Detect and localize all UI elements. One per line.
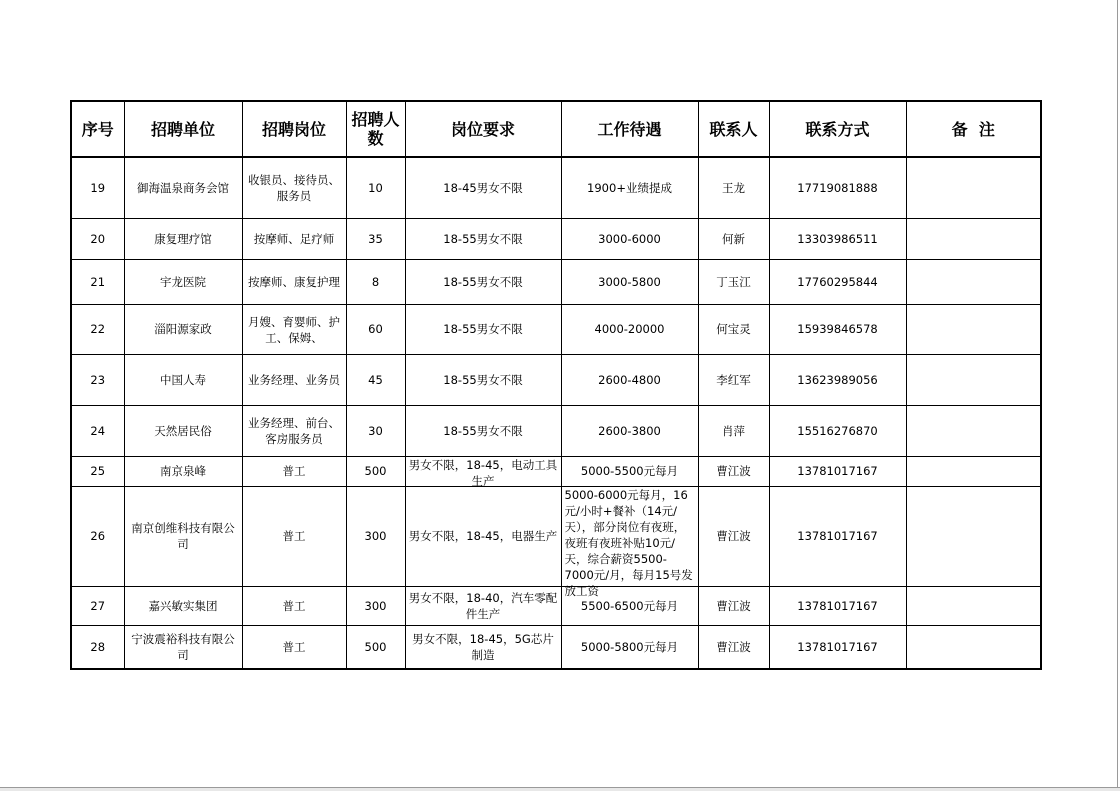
cell-phone: 13781017167 [769, 456, 906, 486]
cell-phone: 13303986511 [769, 218, 906, 259]
cell-position-text: 业务经理、前台、客房服务员 [248, 415, 340, 446]
cell-contact: 何宝灵 [698, 304, 769, 354]
cell-note [906, 486, 1041, 586]
cell-contact: 曹江波 [698, 486, 769, 586]
cell-unit: 中国人寿 [124, 354, 242, 405]
cell-position: 按摩师、足疗师 [242, 218, 346, 259]
header-count: 招聘人数 [346, 101, 405, 157]
cell-seq: 23 [71, 354, 124, 405]
recruitment-table [70, 100, 1042, 670]
cell-phone: 15516276870 [769, 405, 906, 456]
cell-position-text: 按摩师、康复护理 [248, 274, 340, 289]
cell-note [906, 586, 1041, 625]
cell-note [906, 304, 1041, 354]
cell-pay: 3000-5800 [561, 259, 698, 304]
cell-seq: 20 [71, 218, 124, 259]
cell-note [906, 354, 1041, 405]
cell-unit: 宁波震裕科技有限公司 [124, 625, 242, 669]
cell-seq: 28 [71, 625, 124, 669]
cell-contact: 王龙 [698, 157, 769, 218]
cell-note [906, 157, 1041, 218]
cell-requirement: 18-55男女不限 [405, 218, 561, 259]
cell-position-text: 月嫂、育婴师、护工、保姆、 [248, 315, 340, 345]
table-row [71, 405, 1041, 456]
cell-unit: 御海温泉商务会馆 [124, 157, 242, 218]
cell-requirement: 18-55男女不限 [405, 304, 561, 354]
table-row [71, 486, 1041, 586]
cell-contact: 曹江波 [698, 586, 769, 625]
cell-phone: 17719081888 [769, 157, 906, 218]
cell-contact: 肖萍 [698, 405, 769, 456]
cell-contact: 何新 [698, 218, 769, 259]
cell-position: 普工 [242, 456, 346, 486]
cell-seq: 26 [71, 486, 124, 586]
cell-phone: 13781017167 [769, 486, 906, 586]
cell-note [906, 456, 1041, 486]
cell-requirement: 18-45男女不限 [405, 157, 561, 218]
cell-phone: 15939846578 [769, 304, 906, 354]
table-row [71, 625, 1041, 669]
cell-count: 60 [346, 304, 405, 354]
cell-position: 普工 [242, 586, 346, 625]
cell-position-text: 业务经理、业务员 [248, 372, 340, 387]
table-row [71, 354, 1041, 405]
table-row [71, 157, 1041, 218]
cell-unit: 淄阳源家政 [124, 304, 242, 354]
cell-requirement: 男女不限，18-40，汽车零配件生产 [405, 586, 561, 625]
cell-contact: 曹江波 [698, 625, 769, 669]
table-row [71, 218, 1041, 259]
cell-seq: 21 [71, 259, 124, 304]
cell-position [242, 259, 346, 304]
cell-requirement: 男女不限，18-45，电器生产 [405, 486, 561, 586]
table-row [71, 586, 1041, 625]
cell-pay: 4000-20000 [561, 304, 698, 354]
header-note: 备 注 [906, 101, 1041, 157]
table-row [71, 259, 1041, 304]
cell-seq: 24 [71, 405, 124, 456]
cell-count: 8 [346, 259, 405, 304]
table-row [71, 456, 1041, 486]
cell-seq: 27 [71, 586, 124, 625]
cell-pay [561, 486, 698, 598]
cell-position [242, 354, 346, 405]
cell-position: 普工 [242, 486, 346, 586]
table-row [71, 304, 1041, 354]
cell-unit: 南京泉峰 [124, 456, 242, 486]
cell-note [906, 259, 1041, 304]
cell-requirement: 18-55男女不限 [405, 354, 561, 405]
cell-count: 10 [346, 157, 405, 218]
cell-position-text: 收银员、接待员、服务员 [248, 172, 340, 203]
cell-contact: 丁玉江 [698, 259, 769, 304]
header-unit: 招聘单位 [124, 101, 242, 157]
cell-phone: 13781017167 [769, 625, 906, 669]
cell-requirement-text: 男女不限，18-45，电动工具生产 [408, 458, 558, 488]
header-requirement: 岗位要求 [405, 101, 561, 157]
cell-seq: 22 [71, 304, 124, 354]
cell-pay: 2600-4800 [561, 354, 698, 405]
cell-unit: 天然居民俗 [124, 405, 242, 456]
cell-unit: 宇龙医院 [124, 259, 242, 304]
header-position: 招聘岗位 [242, 101, 346, 157]
header-pay: 工作待遇 [561, 101, 698, 157]
cell-count: 300 [346, 586, 405, 625]
page-edge-right [1117, 0, 1118, 791]
cell-phone: 13623989056 [769, 354, 906, 405]
cell-pay: 5000-5500元每月 [561, 456, 698, 486]
cell-requirement: 18-55男女不限 [405, 259, 561, 304]
cell-position: 普工 [242, 625, 346, 669]
cell-contact: 曹江波 [698, 456, 769, 486]
header-contact: 联系人 [698, 101, 769, 157]
cell-count: 35 [346, 218, 405, 259]
cell-position [242, 157, 346, 218]
cell-seq: 25 [71, 456, 124, 486]
header-row [71, 101, 1041, 157]
cell-position [242, 405, 346, 456]
cell-seq: 19 [71, 157, 124, 218]
cell-count: 500 [346, 456, 405, 486]
cell-pay: 5000-5800元每月 [561, 625, 698, 669]
cell-requirement: 男女不限，18-45，5G芯片制造 [405, 625, 561, 669]
cell-count: 30 [346, 405, 405, 456]
header-seq: 序号 [71, 101, 124, 157]
cell-pay: 2600-3800 [561, 405, 698, 456]
cell-phone: 17760295844 [769, 259, 906, 304]
cell-phone: 13781017167 [769, 586, 906, 625]
cell-unit: 康复理疗馆 [124, 218, 242, 259]
cell-requirement: 18-55男女不限 [405, 405, 561, 456]
cell-count: 300 [346, 486, 405, 586]
cell-pay: 5500-6500元每月 [561, 586, 698, 625]
cell-note [906, 625, 1041, 669]
cell-unit: 南京创维科技有限公司 [124, 486, 242, 586]
cell-unit: 嘉兴敏实集团 [124, 586, 242, 625]
cell-pay: 3000-6000 [561, 218, 698, 259]
cell-requirement [405, 456, 561, 486]
cell-position [242, 304, 346, 354]
cell-note [906, 405, 1041, 456]
cell-note [906, 218, 1041, 259]
cell-count: 45 [346, 354, 405, 405]
cell-contact: 李红军 [698, 354, 769, 405]
cell-pay: 1900+业绩提成 [561, 157, 698, 218]
cell-pay-text: 5000-6000元每月，16元/小时+餐补（14元/天），部分岗位有夜班，夜班有夜班补贴10元/天，综合薪资5500-7000元/月，每月15号发放工资 [564, 488, 693, 598]
cell-count: 500 [346, 625, 405, 669]
header-phone: 联系方式 [769, 101, 906, 157]
